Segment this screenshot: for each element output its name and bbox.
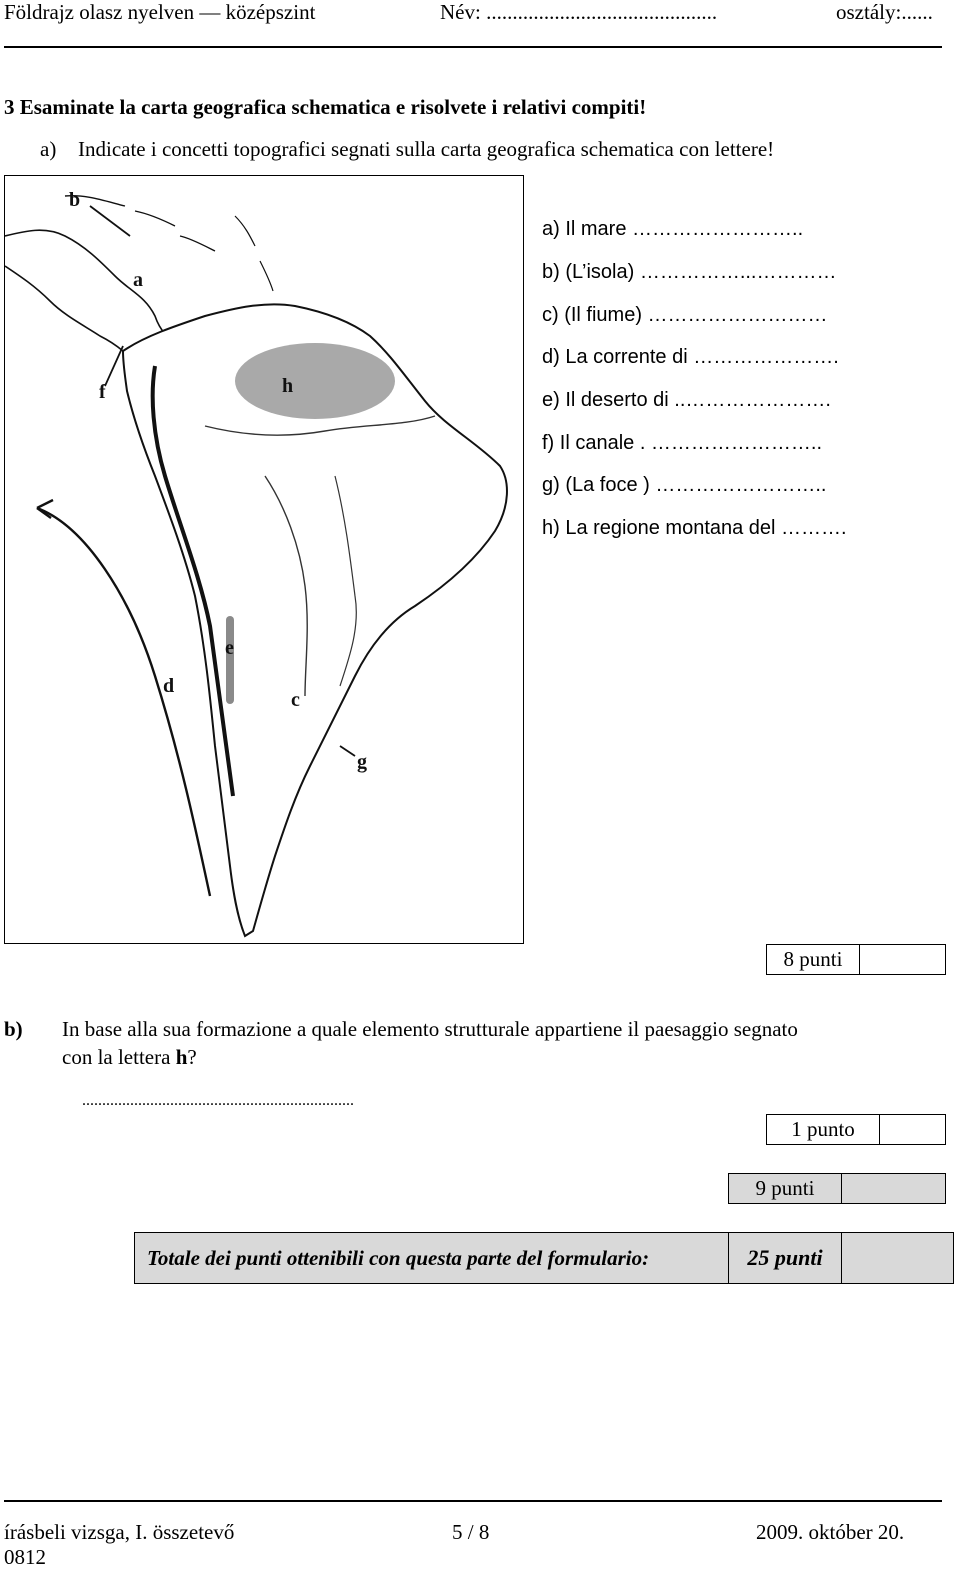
score-a-label: 8 punti: [767, 945, 860, 974]
score-b-entry[interactable]: [880, 1115, 945, 1144]
part-b-text-line1: In base alla sua formazione a quale elemento strutturale appartiene il paesaggio segnato: [62, 1017, 798, 1041]
map-drawing: [5, 176, 523, 943]
score-b-label: 1 punto: [767, 1115, 880, 1144]
south-america-map: [4, 175, 524, 944]
footer-page: 5 / 8: [452, 1520, 490, 1544]
map-letter-e: e: [225, 637, 234, 659]
totals-value: 25 punti: [729, 1233, 842, 1283]
score-total-label: 9 punti: [729, 1174, 842, 1203]
header-class-field: osztály:......: [836, 0, 933, 24]
answer-e[interactable]: e) Il deserto di ..………………….: [542, 389, 831, 411]
part-b-bold-letter: h: [175, 1045, 188, 1069]
score-a-entry[interactable]: [860, 945, 945, 974]
map-letter-f: f: [99, 381, 106, 403]
map-letter-c: c: [291, 689, 300, 711]
map-letter-a: a: [133, 269, 143, 291]
question-title: 3 Esaminate la carta geografica schematica e risolvete i relativi compiti!: [4, 95, 647, 119]
header-rule: [4, 46, 942, 48]
part-b-label: b): [4, 1017, 23, 1041]
score-box-total: [728, 1173, 946, 1204]
footer-code: 0812: [4, 1545, 46, 1569]
footer-left: írásbeli vizsga, I. összetevő: [4, 1520, 235, 1544]
answer-c[interactable]: c) (Il fiume) ………………………: [542, 304, 828, 326]
totals-entry[interactable]: [842, 1233, 953, 1283]
footer-rule: [4, 1500, 942, 1502]
answer-b[interactable]: b) (L’isola) ……………...…………: [542, 261, 837, 283]
score-total-entry[interactable]: [842, 1174, 945, 1203]
answer-d[interactable]: d) La corrente di ………………….: [542, 346, 839, 368]
part-b-text-end: ?: [187, 1045, 197, 1069]
part-b-answer-line[interactable]: ....................................................................: [82, 1092, 354, 1109]
part-a-text: Indicate i concetti topografici segnati sulla carta geografica schematica con lettere!: [78, 137, 775, 161]
answer-g[interactable]: g) (La foce ) ……………………..: [542, 474, 827, 496]
map-letter-d: d: [163, 675, 175, 697]
score-box-a: [766, 944, 946, 975]
part-b-text-start: con la lettera: [62, 1045, 171, 1069]
answer-a[interactable]: a) Il mare ……………………..: [542, 218, 804, 240]
header-name-field: Név: ............................................: [440, 0, 718, 24]
totals-table: [134, 1232, 954, 1284]
part-b-text-line2: [62, 1045, 197, 1070]
map-letter-b: b: [69, 189, 81, 211]
header-subject: Földrajz olasz nyelven — középszint: [4, 0, 316, 24]
answer-h[interactable]: h) La regione montana del ……….: [542, 517, 847, 539]
score-box-b: [766, 1114, 946, 1145]
part-a-label: a): [40, 137, 57, 161]
map-letter-h: h: [282, 375, 294, 397]
map-letter-g: g: [357, 751, 367, 773]
totals-label: Totale dei punti ottenibili con questa parte del formulario:: [135, 1233, 729, 1283]
answer-f[interactable]: f) Il canale . ……………………..: [542, 432, 823, 454]
footer-date: 2009. október 20.: [756, 1520, 905, 1544]
